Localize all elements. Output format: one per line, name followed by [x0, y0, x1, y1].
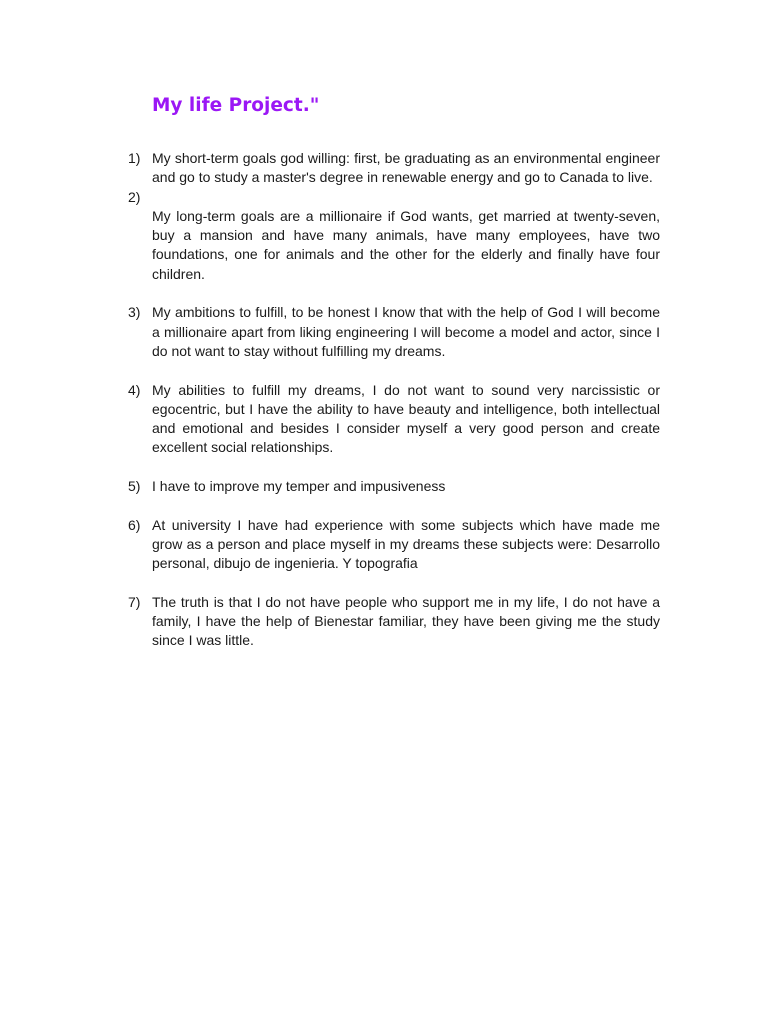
item-number: 2) [128, 188, 141, 205]
item-number: 1) [128, 150, 141, 166]
list-item-2-continuation [128, 207, 660, 284]
list-item-2 [128, 188, 660, 207]
item-number: 5) [128, 478, 141, 495]
item-text: My long-term goals are a millionaire if God wants, get married at twenty-seven, buy a mansion and have many animals, have many employees, have two foundations, one for animals and the other for the elderly and finally have four children. [152, 207, 660, 282]
item-text: At university I have had experience with some subjects which have made me grow as a person and place myself in my dreams these subjects were: Desarrollo personal, dibujo de ingenieria. Y topografia [152, 516, 660, 572]
item-text: My abilities to fulfill my dreams, I do not want to sound very narcissistic or egocentric, but I have the ability to have beauty and intelligence, both intellectual and emotional and besides I consider myself a very good person and create excellent social relationships. [152, 381, 660, 456]
document-title: My life Project." [152, 95, 320, 116]
list-item-7 [128, 593, 660, 651]
item-number: 4) [128, 381, 141, 398]
item-text [152, 188, 660, 207]
list-item-1 [128, 149, 660, 188]
list-item-6 [128, 516, 660, 574]
item-text: I have to improve my temper and impusiveness [152, 478, 446, 495]
item-text: My ambitions to fulfill, to be honest I know that with the help of God I will become a millionaire apart from liking engineering I will become a model and actor, since I do not want to stay without fulfilling my dreams. [152, 304, 660, 359]
list-item-4 [128, 381, 660, 458]
list-item-3 [128, 303, 660, 361]
item-number: 3) [128, 304, 141, 321]
item-text: The truth is that I do not have people who support me in my life, I do not have a family, I have the help of Bienestar familiar, they have been giving me the study since I was little. [152, 593, 660, 649]
item-number: 7) [128, 593, 141, 610]
list-item-5 [128, 477, 660, 496]
item-text: My short-term goals god willing: first, be graduating as an environmental engineer and go to study a master's degree in renewable energy and go to Canada to live. [152, 150, 660, 186]
item-number: 6) [128, 516, 141, 533]
life-project-list [128, 149, 660, 651]
